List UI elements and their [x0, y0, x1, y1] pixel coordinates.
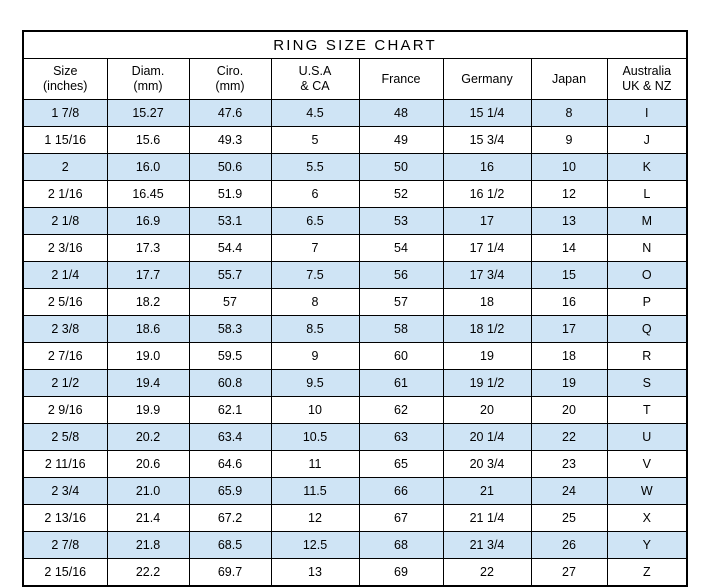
table-cell: 21 1/4: [443, 505, 531, 532]
table-cell: 2 15/16: [23, 559, 107, 587]
table-cell: 17 1/4: [443, 235, 531, 262]
table-row: [23, 208, 687, 235]
column-header: [359, 59, 443, 100]
table-cell: N: [607, 235, 687, 262]
table-cell: J: [607, 127, 687, 154]
table-cell: 12.5: [271, 532, 359, 559]
table-cell: 2 3/4: [23, 478, 107, 505]
table-cell: 56: [359, 262, 443, 289]
table-cell: 21.4: [107, 505, 189, 532]
table-cell: 60: [359, 343, 443, 370]
table-cell: O: [607, 262, 687, 289]
table-cell: T: [607, 397, 687, 424]
table-cell: 49.3: [189, 127, 271, 154]
table-cell: 2: [23, 154, 107, 181]
chart-title: RING SIZE CHART: [23, 31, 687, 59]
table-cell: Q: [607, 316, 687, 343]
table-cell: 2 1/16: [23, 181, 107, 208]
column-header: [531, 59, 607, 100]
table-cell: 16.45: [107, 181, 189, 208]
table-cell: 69.7: [189, 559, 271, 587]
table-cell: 63: [359, 424, 443, 451]
table-row: [23, 100, 687, 127]
table-cell: U: [607, 424, 687, 451]
table-cell: 61: [359, 370, 443, 397]
table-cell: 7: [271, 235, 359, 262]
table-cell: 21.8: [107, 532, 189, 559]
table-cell: 16 1/2: [443, 181, 531, 208]
column-header-line1: Ciro.: [216, 64, 244, 78]
table-cell: 15.6: [107, 127, 189, 154]
table-cell: 54.4: [189, 235, 271, 262]
table-cell: 2 1/4: [23, 262, 107, 289]
table-cell: 2 3/16: [23, 235, 107, 262]
table-cell: 12: [271, 505, 359, 532]
table-row: [23, 343, 687, 370]
table-cell: 51.9: [189, 181, 271, 208]
table-cell: 20.2: [107, 424, 189, 451]
table-cell: 15 3/4: [443, 127, 531, 154]
table-cell: 20 3/4: [443, 451, 531, 478]
table-cell: 5.5: [271, 154, 359, 181]
table-cell: 17 3/4: [443, 262, 531, 289]
table-cell: L: [607, 181, 687, 208]
table-cell: 48: [359, 100, 443, 127]
table-cell: 10: [271, 397, 359, 424]
table-row: [23, 397, 687, 424]
table-cell: 1 7/8: [23, 100, 107, 127]
table-cell: 67: [359, 505, 443, 532]
table-cell: 55.7: [189, 262, 271, 289]
table-cell: 17.7: [107, 262, 189, 289]
table-cell: 21.0: [107, 478, 189, 505]
table-cell: 21 3/4: [443, 532, 531, 559]
table-cell: 10: [531, 154, 607, 181]
table-cell: 23: [531, 451, 607, 478]
column-header-line1: Diam.: [131, 64, 165, 78]
ring-size-chart: [22, 30, 686, 587]
table-cell: 65: [359, 451, 443, 478]
table-row: [23, 316, 687, 343]
table-cell: 2 7/8: [23, 532, 107, 559]
table-row: [23, 289, 687, 316]
table-cell: 62.1: [189, 397, 271, 424]
table-row: [23, 154, 687, 181]
table-row: [23, 424, 687, 451]
table-row: [23, 181, 687, 208]
table-cell: 18: [531, 343, 607, 370]
table-cell: 62: [359, 397, 443, 424]
table-cell: 7.5: [271, 262, 359, 289]
table-cell: R: [607, 343, 687, 370]
table-cell: 17: [531, 316, 607, 343]
column-header-line1: Size: [53, 64, 78, 78]
table-cell: 15: [531, 262, 607, 289]
table-cell: 2 11/16: [23, 451, 107, 478]
table-row: [23, 505, 687, 532]
table-cell: 9: [271, 343, 359, 370]
table-cell: 9.5: [271, 370, 359, 397]
table-cell: 64.6: [189, 451, 271, 478]
table-cell: 58.3: [189, 316, 271, 343]
table-cell: 19: [531, 370, 607, 397]
column-header-line2: & CA: [300, 79, 330, 93]
table-cell: 59.5: [189, 343, 271, 370]
table-cell: 53: [359, 208, 443, 235]
table-cell: 13: [531, 208, 607, 235]
table-cell: 11: [271, 451, 359, 478]
table-cell: 6: [271, 181, 359, 208]
column-header-line1: U.S.A: [298, 64, 332, 78]
table-row: [23, 451, 687, 478]
table-cell: 11.5: [271, 478, 359, 505]
column-header-line1: Australia: [622, 64, 672, 78]
table-cell: 14: [531, 235, 607, 262]
table-cell: K: [607, 154, 687, 181]
table-cell: 2 13/16: [23, 505, 107, 532]
column-header: [107, 59, 189, 100]
table-row: [23, 262, 687, 289]
table-cell: 2 7/16: [23, 343, 107, 370]
column-header-line1: France: [381, 71, 421, 86]
table-cell: Y: [607, 532, 687, 559]
table-cell: 68.5: [189, 532, 271, 559]
table-cell: 6.5: [271, 208, 359, 235]
table-cell: M: [607, 208, 687, 235]
table-cell: 27: [531, 559, 607, 587]
table-cell: P: [607, 289, 687, 316]
table-cell: 18.2: [107, 289, 189, 316]
table-cell: W: [607, 478, 687, 505]
table-cell: 19 1/2: [443, 370, 531, 397]
table-cell: 22: [531, 424, 607, 451]
column-header: [607, 59, 687, 100]
table-row: [23, 127, 687, 154]
table-cell: 65.9: [189, 478, 271, 505]
table-cell: 50: [359, 154, 443, 181]
table-cell: 8: [531, 100, 607, 127]
ring-size-table: [22, 30, 688, 587]
table-cell: 2 5/8: [23, 424, 107, 451]
table-cell: 69: [359, 559, 443, 587]
table-cell: 16: [531, 289, 607, 316]
table-cell: 2 1/2: [23, 370, 107, 397]
table-cell: 47.6: [189, 100, 271, 127]
table-cell: 67.2: [189, 505, 271, 532]
table-cell: 53.1: [189, 208, 271, 235]
table-cell: 16: [443, 154, 531, 181]
table-cell: 26: [531, 532, 607, 559]
table-cell: 2 1/8: [23, 208, 107, 235]
table-row: [23, 532, 687, 559]
column-header: [23, 59, 107, 100]
table-cell: 19.0: [107, 343, 189, 370]
table-cell: 18: [443, 289, 531, 316]
table-row: [23, 235, 687, 262]
table-cell: 19.9: [107, 397, 189, 424]
table-cell: 12: [531, 181, 607, 208]
column-header: [189, 59, 271, 100]
table-cell: 21: [443, 478, 531, 505]
table-cell: 58: [359, 316, 443, 343]
table-cell: 20: [443, 397, 531, 424]
table-cell: 2 5/16: [23, 289, 107, 316]
table-cell: 24: [531, 478, 607, 505]
table-cell: 15 1/4: [443, 100, 531, 127]
table-cell: X: [607, 505, 687, 532]
table-cell: 5: [271, 127, 359, 154]
table-cell: 16.0: [107, 154, 189, 181]
table-cell: 10.5: [271, 424, 359, 451]
table-cell: 68: [359, 532, 443, 559]
table-cell: 16.9: [107, 208, 189, 235]
table-cell: 54: [359, 235, 443, 262]
table-cell: 52: [359, 181, 443, 208]
table-header: [23, 31, 687, 100]
table-cell: 20 1/4: [443, 424, 531, 451]
table-cell: 2 9/16: [23, 397, 107, 424]
table-cell: 22: [443, 559, 531, 587]
table-cell: 50.6: [189, 154, 271, 181]
table-cell: 18 1/2: [443, 316, 531, 343]
table-row: [23, 370, 687, 397]
table-cell: 49: [359, 127, 443, 154]
table-cell: 57: [359, 289, 443, 316]
column-header-line2: (mm): [133, 79, 163, 93]
table-cell: V: [607, 451, 687, 478]
table-cell: 9: [531, 127, 607, 154]
table-cell: S: [607, 370, 687, 397]
table-column-headers: [23, 59, 687, 100]
table-cell: 17: [443, 208, 531, 235]
column-header-line1: Germany: [461, 71, 513, 86]
table-body: [23, 100, 687, 587]
table-cell: 20: [531, 397, 607, 424]
table-cell: 13: [271, 559, 359, 587]
table-cell: 25: [531, 505, 607, 532]
table-title-row: [23, 31, 687, 59]
table-cell: 15.27: [107, 100, 189, 127]
column-header-line2: (mm): [215, 79, 245, 93]
table-cell: 8.5: [271, 316, 359, 343]
column-header-line2: UK & NZ: [622, 79, 672, 93]
table-row: [23, 559, 687, 587]
table-row: [23, 478, 687, 505]
table-cell: 1 15/16: [23, 127, 107, 154]
table-cell: 66: [359, 478, 443, 505]
column-header-line1: Japan: [551, 71, 587, 86]
column-header: [443, 59, 531, 100]
table-cell: Z: [607, 559, 687, 587]
table-cell: 19.4: [107, 370, 189, 397]
table-cell: 18.6: [107, 316, 189, 343]
column-header: [271, 59, 359, 100]
table-cell: 22.2: [107, 559, 189, 587]
table-cell: 57: [189, 289, 271, 316]
table-cell: I: [607, 100, 687, 127]
column-header-line2: (inches): [43, 79, 88, 93]
table-cell: 63.4: [189, 424, 271, 451]
table-cell: 2 3/8: [23, 316, 107, 343]
table-cell: 17.3: [107, 235, 189, 262]
table-cell: 19: [443, 343, 531, 370]
table-cell: 20.6: [107, 451, 189, 478]
table-cell: 8: [271, 289, 359, 316]
table-cell: 4.5: [271, 100, 359, 127]
table-cell: 60.8: [189, 370, 271, 397]
